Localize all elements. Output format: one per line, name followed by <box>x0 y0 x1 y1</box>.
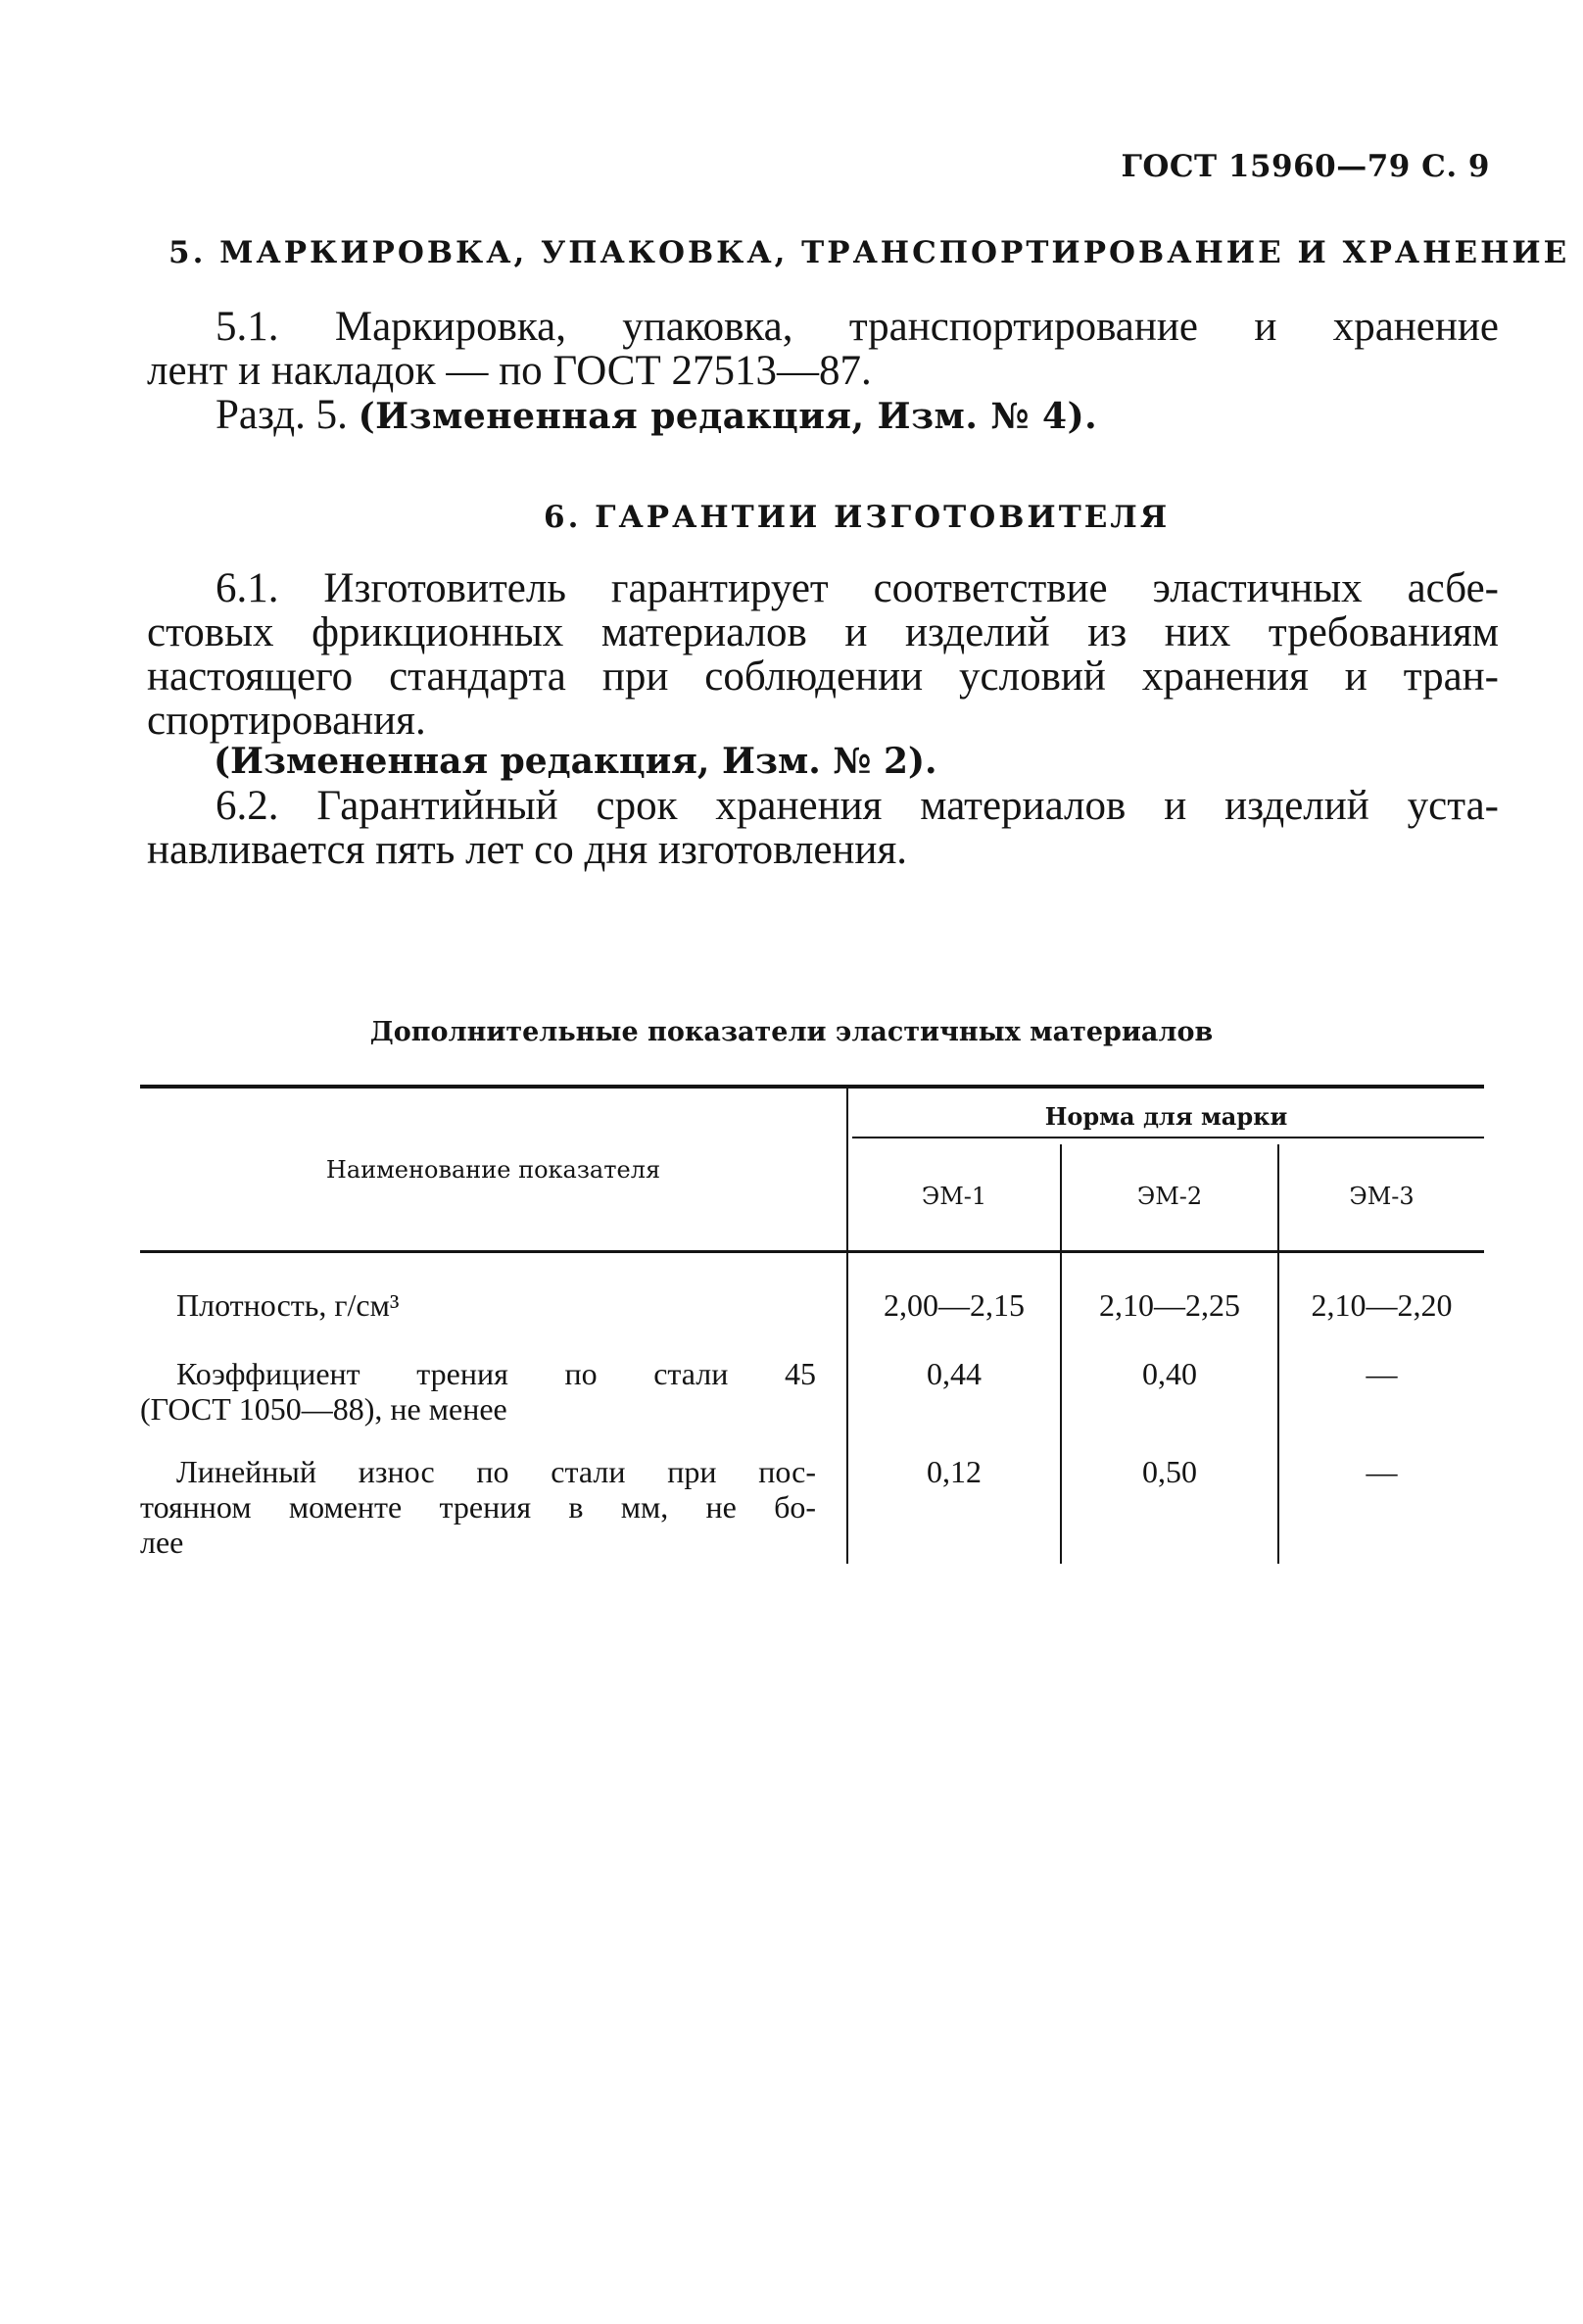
column-divider <box>846 1089 848 1564</box>
table-title: Дополнительные показатели эластичных материалов <box>369 1017 1214 1047</box>
table-top-rule <box>140 1085 1484 1089</box>
row-name-line: тоянном моменте трения в мм, не бо- <box>140 1489 816 1525</box>
page-header: ГОСТ 15960—79 С. 9 <box>1121 149 1490 184</box>
table-cell: 2,00—2,15 <box>884 1287 1025 1323</box>
column-header-grade: ЭМ-3 <box>1349 1183 1415 1210</box>
row-name-line: Плотность, г/см³ <box>176 1287 400 1323</box>
paragraph-line: навливается пять лет со дня изготовления. <box>147 827 907 873</box>
paragraph-line: лент и накладок — по ГОСТ 27513—87. <box>147 348 872 394</box>
paragraph-line: спортирования. <box>147 698 426 744</box>
header-bottom-rule <box>140 1250 1484 1253</box>
table-cell: 0,50 <box>1142 1454 1197 1489</box>
table-cell: 0,40 <box>1142 1356 1197 1391</box>
section-6-heading: 6. ГАРАНТИИ ИЗГОТОВИТЕЛЯ <box>544 500 1171 535</box>
paragraph-line: 5.1. Маркировка, упаковка, транспортирование и хранение <box>216 304 1499 350</box>
table-row-name <box>140 1454 816 1560</box>
column-header-grade: ЭМ-2 <box>1136 1183 1203 1210</box>
table-cell: 2,10—2,20 <box>1311 1287 1453 1323</box>
column-header-grade: ЭМ-1 <box>921 1183 987 1210</box>
table-cell: 0,12 <box>927 1454 982 1489</box>
paragraph-line: 6.2. Гарантийный срок хранения материалов и изделий уста- <box>216 783 1499 829</box>
column-header-name: Наименование показателя <box>325 1156 661 1184</box>
table-cell: 2,10—2,25 <box>1099 1287 1240 1323</box>
table-row-name <box>140 1356 816 1427</box>
paragraph-line: стовых фрикционных материалов и изделий из них требованиям <box>147 609 1499 655</box>
paragraph-line: 6.1. Изготовитель гарантирует соответствие эластичных асбе- <box>216 565 1499 611</box>
column-group-header: Норма для марки <box>1044 1102 1288 1131</box>
row-name-line: Линейный износ по стали при пос- <box>176 1454 816 1489</box>
row-name-line: (ГОСТ 1050—88), не менее <box>140 1391 507 1427</box>
row-name-line: Коэффициент трения по стали 45 <box>176 1356 816 1391</box>
table-cell: — <box>1366 1454 1398 1489</box>
section-6-amendment-note: (Измененная редакция, Изм. № 2). <box>214 741 937 782</box>
row-name-line: лее <box>140 1525 184 1560</box>
section-5-heading: 5. МАРКИРОВКА, УПАКОВКА, ТРАНСПОРТИРОВАНИЕ И ХРАНЕНИЕ <box>168 235 1570 270</box>
group-header-rule <box>852 1137 1484 1138</box>
table-row-name <box>176 1287 399 1323</box>
table-cell: 0,44 <box>927 1356 982 1391</box>
table-cell: — <box>1366 1356 1398 1391</box>
paragraph-line: настоящего стандарта при соблюдении условий хранения и тран- <box>147 654 1499 700</box>
note-bold: (Измененная редакция, Изм. № 4). <box>358 396 1098 437</box>
note-prefix: Разд. 5. <box>216 392 348 438</box>
